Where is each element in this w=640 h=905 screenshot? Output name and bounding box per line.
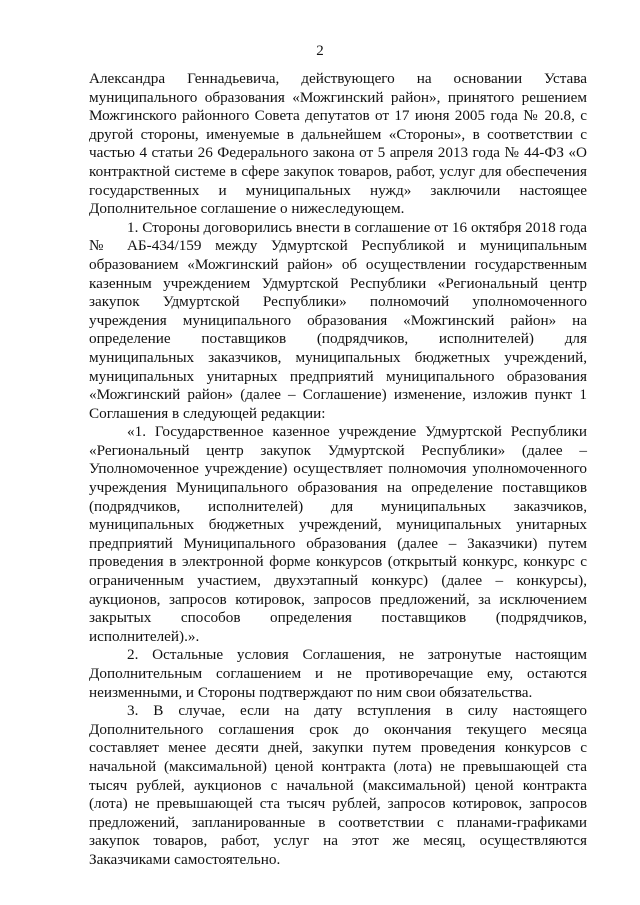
document-body bbox=[89, 70, 587, 870]
paragraph-clause-1: 1. Стороны договорились внести в соглашение от 16 октября 2018 года № АБ-434/159 между Удмуртской Республикой и муниципальным образованием «Можгинский район» об осуществлении государственным казенным учреждением Удмуртской Республики «Региональный центр закупок Удмуртской Республики» полномочий уполномоченного учреждения муниципального образования «Можгинский район» на определение поставщиков (подрядчиков, исполнителей) для муниципальных заказчиков, муниципальных бюджетных учреждений, муниципальных унитарных предприятий муниципального образования «Можгинский район» (далее – Соглашение) изменение, изложив пункт 1 Соглашения в следующей редакции: bbox=[89, 218, 587, 422]
page-number: 2 bbox=[316, 43, 324, 59]
paragraph-clause-3: 3. В случае, если на дату вступления в силу настоящего Дополнительного соглашения срок до окончания текущего месяца составляет менее десяти дней, закупки путем проведения конкурсов с начальной (максимальной) ценой контракта (лота) не превышающей ста тысяч рублей, аукционов с начальной (максимальной) ценой контракта (лота) не превышающей ста тысяч рублей, запросов котировок, запросов предложений, запланированные в соответствии с планами-графиками закупок товаров, работ, услуг на этот же месяц, осуществляются Заказчиками самостоятельно. bbox=[89, 702, 587, 868]
paragraph-clause-1-quote: «1. Государственное казенное учреждение Удмуртской Республики «Региональный центр закупок Удмуртской Республики» (далее – Уполномоченное учреждение) осуществляет полномочия уполномоченного учреждения Муниципального образования на определение поставщиков (подрядчиков, исполнителей) для муниципальных заказчиков, муниципальных бюджетных учреждений, муниципальных унитарных предприятий Муниципального образования (далее – Заказчики) путем проведения в электронной форме конкурсов (открытый конкурс, конкурс с ограниченным участием, двухэтапный конкурс) (далее – конкурсы), аукционов, запросов котировок, запросов предложений, за исключением закрытых способов определения поставщиков (подрядчиков, исполнителей).». bbox=[89, 423, 587, 645]
paragraph-parties-continuation: Александра Геннадьевича, действующего на основании Устава муниципального образования «Можгинский район», принятого решением Можгинского районного Совета депутатов от 17 июня 2005 года № 20.8, с другой стороны, именуемые в дальнейшем «Стороны», в соответствии с частью 4 статьи 26 Федерального закона от 5 апреля 2013 года № 44-ФЗ «О контрактной системе в сфере закупок товаров, работ, услуг для обеспечения государственных и муниципальных нужд» заключили настоящее Дополнительное соглашение о нижеследующем. bbox=[89, 70, 587, 218]
paragraph-clause-2: 2. Остальные условия Соглашения, не затронутые настоящим Дополнительным соглашением и не противоречащие ему, остаются неизменными, и Стороны подтверждают по ним свои обязательства. bbox=[89, 646, 587, 701]
